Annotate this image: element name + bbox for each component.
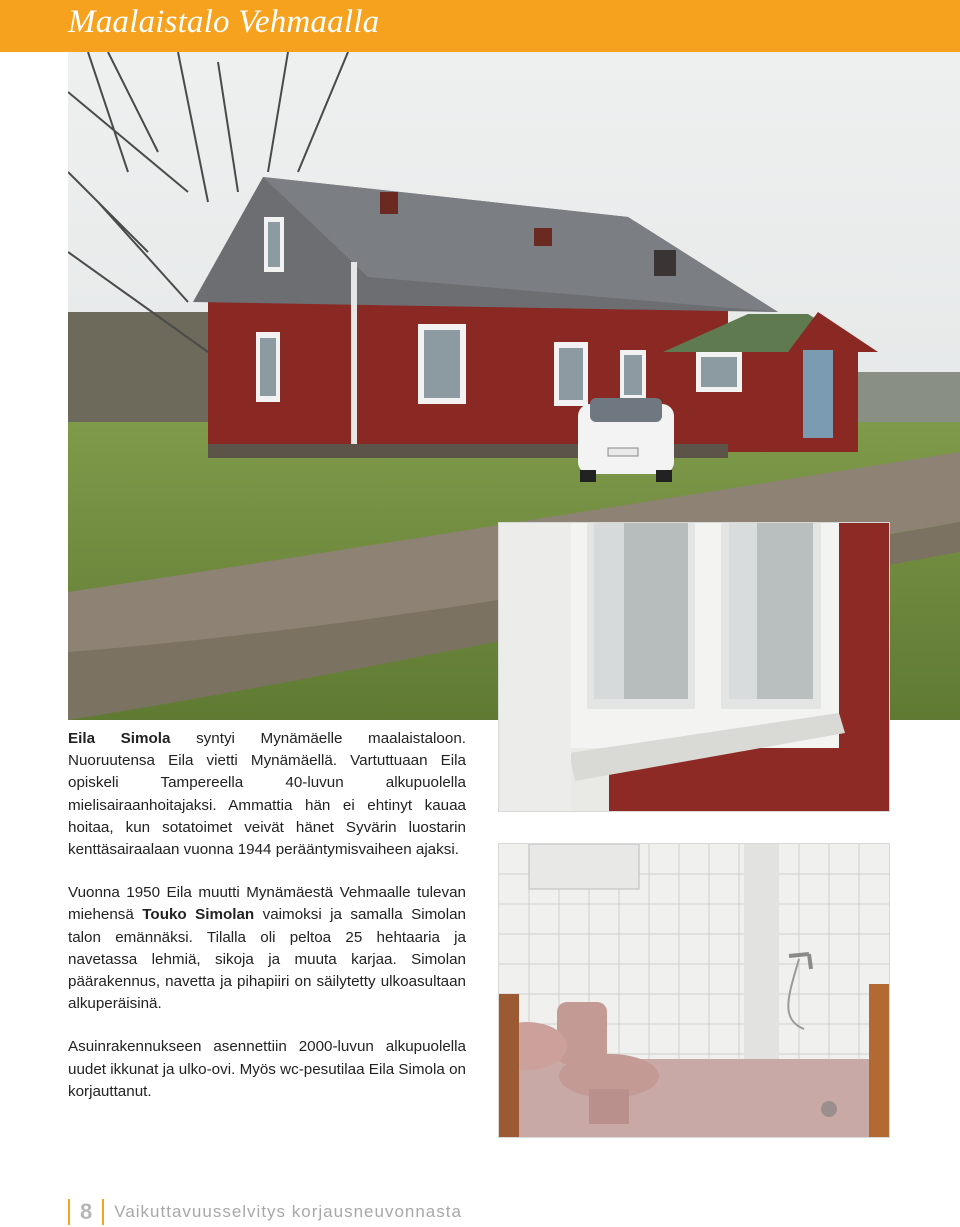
footer-divider-right [102,1199,104,1225]
page-title: Maalaistalo Vehmaalla [68,4,380,40]
article-text [68,728,466,1124]
footer-divider-left [68,1199,70,1225]
paragraph-3: Asuinrakennukseen asennettiin 2000-luvun alkupuolella uudet ikkunat ja ulko-ovi. Myös wc-pesutilaa Eila Simola on korjauttanut. [68,1038,466,1100]
page-number: 8 [80,1199,93,1224]
person-name-touko: Touko Simolan [142,906,255,924]
bathroom-photo [498,843,890,1138]
page-footer [68,1197,462,1227]
paragraph-2-before: Vuonna 1950 Eila muutti Mynämäestä Vehmaalle tulevan miehensä [68,884,466,924]
publication-title: Vaikuttavuusselvitys korjausneuvonnasta [114,1202,462,1221]
paragraph-1 [68,728,466,861]
person-name-eila: Eila Simola [68,730,171,747]
paragraph-2-after: vaimoksi ja samalla Simolan talon emännäksi. Tilalla oli peltoa 25 hehtaaria ja navetassa lehmiä, sikoja ja muuta karjaa. Simolan päärakennus, navetta ja pihapiiri on säilytetty ulkoasultaan alkuperäisinä. [68,906,466,1013]
paragraph-1-text: syntyi Mynämäelle maalaistaloon. Nuoruutensa Eila vietti Mynämäellä. Vartuttuaan Eila opiskeli Tampereella 40-luvun alkupuolella mielisairaanhoitajaksi. Ammattia hän ei ehtinyt kauaa hoitaa, kun sotatoimet veivät hänet Syvärin luostarin kenttäsairaalaan vuonna 1944 perääntymisvaiheen ajaksi. [68,730,466,859]
window-photo [498,522,890,812]
paragraph-2 [68,882,466,1015]
